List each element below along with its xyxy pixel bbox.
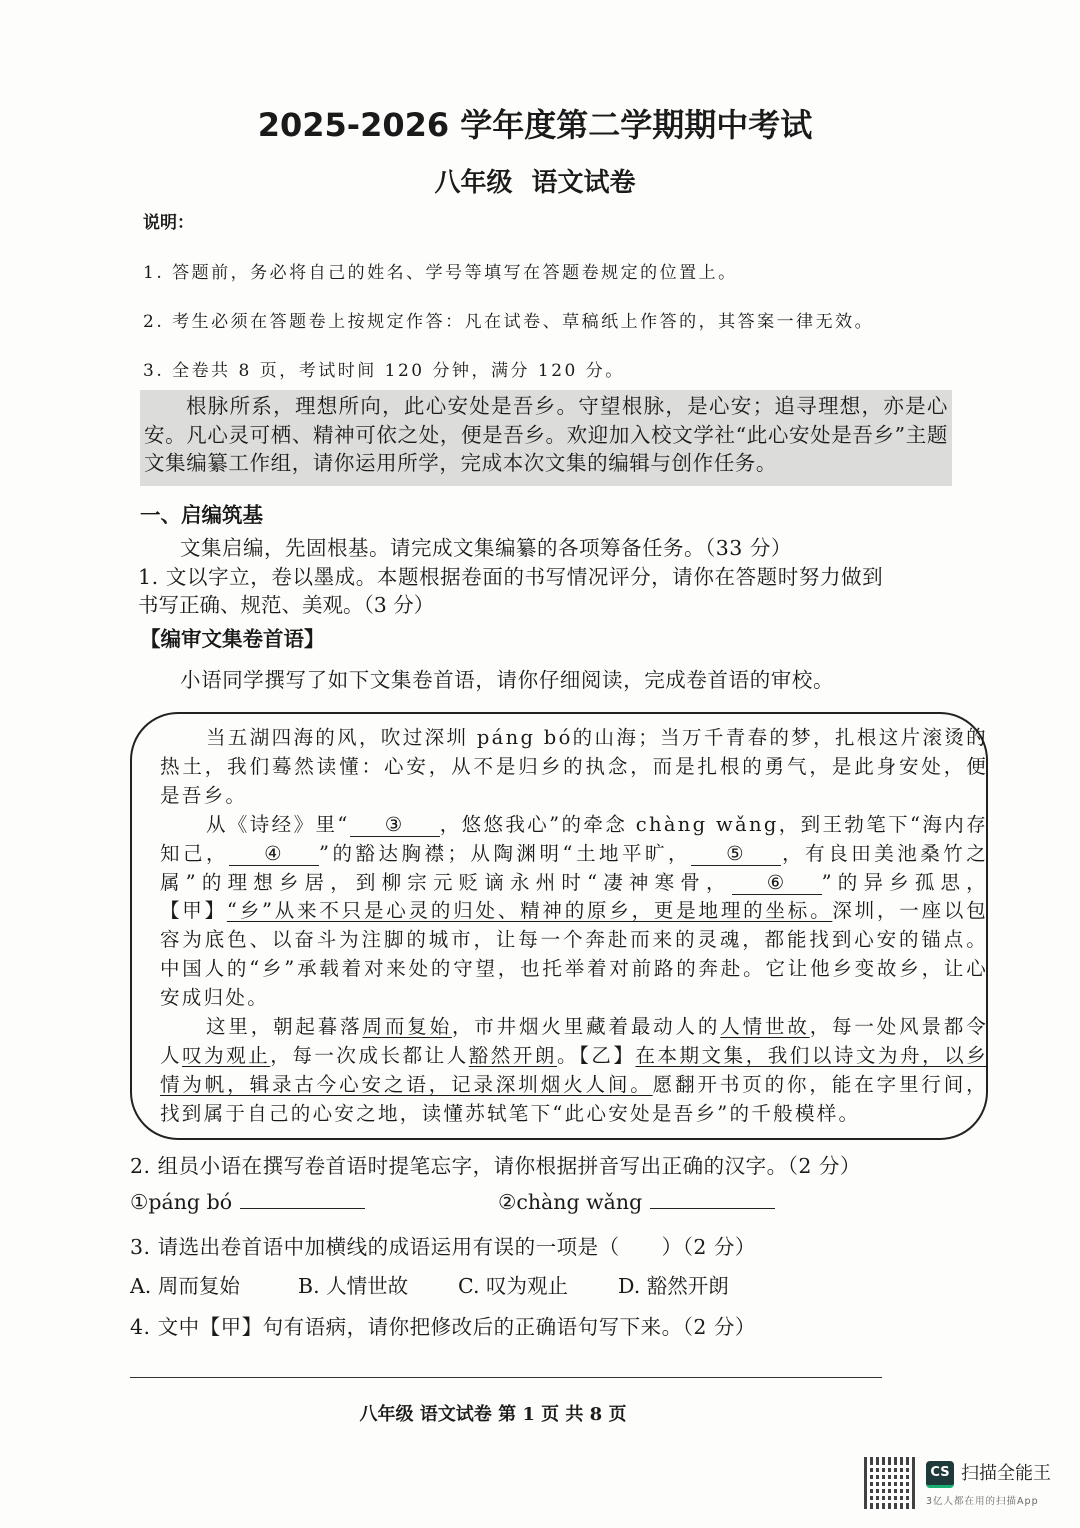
passage-text: 当五湖四海的风，吹过深圳 páng bó的山海；当万千青春的梦，扎根这片滚烫的热土，我们蓦然读懂：心安，从不是归乡的执念，而是扎根的勇气，是此身安处，便是吾乡。 (160, 726, 988, 807)
passage-text: 愿翻开书页的你，能在字里行间，找到属于自己的心安之地，读懂苏轼笔下“此心安处是吾乡”的千般模样。 (160, 1072, 988, 1125)
passage-text: 。【乙】 (556, 1043, 636, 1067)
passage-paragraph (160, 811, 988, 1013)
underlined-text: 在本期文集，我们以诗文为舟，以乡情为帆，辑录古今心安之语，记录深圳烟火人间。 (160, 1043, 989, 1096)
fill-in-blank[interactable]: ③ (350, 814, 440, 837)
instruction-item: 3. 全卷共 8 页，考试时间 120 分钟，满分 120 分。 (143, 361, 625, 381)
underlined-text: 人情世故 (720, 1015, 810, 1039)
underlined-text: “乡”从来不只是心灵的归处、精神的原乡，更是地理的坐标。 (226, 899, 833, 923)
underlined-text: 豁然开朗 (468, 1043, 557, 1067)
fill-in-blank[interactable]: ④ (229, 843, 319, 866)
passage-text: ，每一处风景都令人 (160, 1015, 988, 1067)
passage-text: ”的异乡孤思，【甲】 (160, 870, 988, 923)
preface-passage-box (130, 712, 988, 1140)
exam-subtitle: 八年级 语文试卷 (434, 168, 636, 198)
answer-line (650, 1190, 775, 1209)
q3-option-a: A. 周而复始 (130, 1274, 240, 1298)
exam-title: 2025-2026 学年度第二学期期中考试 (257, 106, 813, 144)
scanner-tagline: 3亿人都在用的扫描App (926, 1496, 1039, 1507)
fill-in-blank[interactable]: ⑥ (732, 872, 822, 895)
camscanner-logo-icon: CS (926, 1461, 954, 1488)
passage-paragraph (160, 1013, 988, 1129)
section-intro: 文集启编，先固根基。请完成文集编纂的各项筹备任务。（33 分） (180, 536, 792, 560)
q3-option-d: D. 豁然开朗 (618, 1274, 729, 1298)
passage-text: 深圳，一座以包容为底色、以奋斗为注脚的城市，让每一个奔赴而来的灵魂，都能找到心安的锚点。中国人的“乡”承载着对来处的守望，也托举着对前路的奔赴。它让他乡变故乡，让心安成归处。 (160, 899, 988, 1010)
passage-text: 这里，朝起暮落 (206, 1015, 363, 1039)
passage-text: ，每一次成长都让人 (270, 1043, 469, 1067)
qr-code-icon (864, 1457, 916, 1509)
page-footer: 八年级 语文试卷 第 1 页 共 8 页 (359, 1404, 627, 1425)
passage-text: ，悠悠我心”的牵念 chàng wǎng，到王勃笔下“海内存知己， (160, 812, 988, 865)
answer-line (240, 1190, 365, 1209)
instruction-item: 1. 答题前，务必将自己的姓名、学号等填写在答题卷规定的位置上。 (143, 263, 738, 283)
instructions-label: 说明： (143, 213, 194, 233)
section-heading: 一、启编筑基 (140, 503, 263, 527)
scanner-watermark-badge (864, 1457, 1064, 1509)
passage-text: ，有良田美池桑竹之属”的理想乡居，到柳宗元贬谪永州时“凄神寒骨， (160, 841, 988, 894)
question-2: 2. 组员小语在撰写卷首语时提笔忘字，请你根据拼音写出正确的汉字。（2 分） (130, 1154, 861, 1178)
answer-rule-line (130, 1377, 882, 1378)
q3-option-b: B. 人情世故 (298, 1274, 409, 1298)
scanner-app-name: 扫描全能王 (961, 1463, 1051, 1484)
q3-option-c: C. 叹为观止 (458, 1274, 568, 1298)
passage-paragraph (160, 724, 988, 811)
underlined-text: 周而复始 (362, 1015, 452, 1039)
instruction-item: 2. 考生必须在答题卷上按规定作答：凡在试卷、草稿纸上作答的，其答案一律无效。 (143, 312, 875, 332)
task-description: 小语同学撰写了如下文集卷首语，请你仔细阅读，完成卷首语的审校。 (180, 668, 835, 692)
underlined-text: 叹为观止 (182, 1043, 271, 1067)
q2-blank-2-label: ②chàng wǎng (498, 1190, 643, 1214)
subsection-heading: 【编审文集卷首语】 (140, 627, 325, 651)
q2-blank-1-label: ①páng bó (130, 1190, 233, 1214)
question-1-cont: 书写正确、规范、美观。（3 分） (138, 593, 435, 617)
passage-text: ”的豁达胸襟；从陶渊明“土地平旷， (319, 841, 691, 865)
question-4: 4. 文中【甲】句有语病，请你把修改后的正确语句写下来。（2 分） (130, 1315, 756, 1339)
fill-in-blank[interactable]: ⑤ (691, 843, 781, 866)
theme-intro-box: 根脉所系，理想所向，此心安处是吾乡。守望根脉，是心安；追寻理想，亦是心安。凡心灵可栖、精神可依之处，便是吾乡。欢迎加入校文学社“此心安处是吾乡”主题文集编纂工作组，请你运用所学，完成本次文集的编辑与创作任务。 (140, 390, 952, 486)
passage-text: ，市井烟火里藏着最动人的 (451, 1015, 721, 1039)
q2-blank-1[interactable] (130, 1190, 365, 1214)
q2-blank-2[interactable] (498, 1190, 775, 1214)
passage-text: 从《诗经》里“ (206, 812, 350, 836)
question-3: 3. 请选出卷首语中加横线的成语运用有误的一项是（ ）（2 分） (130, 1235, 756, 1259)
question-1: 1. 文以字立，卷以墨成。本题根据卷面的书写情况评分，请你在答题时努力做到 (138, 565, 884, 589)
